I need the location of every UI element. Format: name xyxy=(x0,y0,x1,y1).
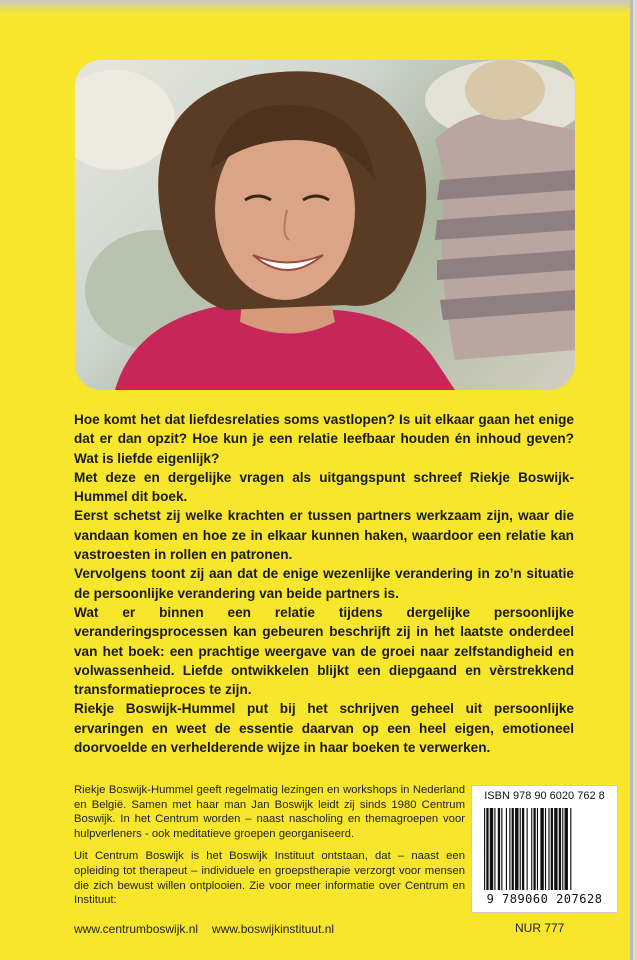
bio-paragraph: Riekje Boswijk-Hummel geeft regelmatig lezingen en workshops in Nederland en België. Samen met haar man Jan Boswijk leidt zij sinds 1980 Centrum Boswijk. In het Centrum worden – naast nascholing en themagroepen voor hulpverleners - ook meditatieve groepen georganiseerd. xyxy=(74,784,465,840)
barcode xyxy=(482,808,607,890)
author-portrait-illustration xyxy=(75,60,575,390)
isbn-label: ISBN 978 90 6020 762 8 xyxy=(484,790,605,802)
barcode-digits: 9 789060 207628 xyxy=(486,892,603,906)
bio-paragraph: Uit Centrum Boswijk is het Boswijk Instituut ontstaan, dat – naast een opleiding tot therapeut – individuele en groepstherapie verzorgt voor mensen die zich bewust willen ontplooien. Zie voor meer informatie over Centrum en Instituut: xyxy=(74,850,465,907)
blurb-paragraph: Eerst schetst zij welke krachten er tussen partners werkzaam zijn, waar die vandaan komen en hoe ze in elkaar kunnen haken, waardoor een relatie kan vastroesten in rollen en patronen. xyxy=(74,508,574,563)
blurb-paragraph: Riekje Boswijk-Hummel put bij het schrijven geheel uit persoonlijke ervaringen en weet de essentie daarvan op een heel eigen, emotioneel doorvoelde en verhelderende wijze in haar boeken te verwerken. xyxy=(74,701,574,756)
centrum-website-link[interactable]: www.centrumboswijk.nl xyxy=(74,922,199,936)
blurb-paragraph: Vervolgens toont zij aan dat de enige wezenlijke verandering in zo’n situatie de persoonlijke verandering van beide partners is. xyxy=(74,566,574,601)
blurb-paragraph: Met deze en dergelijke vragen als uitgangspunt schreef Riekje Boswijk-Hummel dit boek. xyxy=(74,469,574,505)
instituut-website-link[interactable]: www.boswijkinstituut.nl xyxy=(212,922,335,936)
nur-code: NUR 777 xyxy=(515,921,565,935)
blurb-paragraph: Wat er binnen een relatie tijdens dergelijke persoonlijke veranderingsprocessen kan gebeuren beschrijft zij in het laatste onderdeel van het boek: een prachtige weergave van de groei naar zelfstandigheid en volwassenheid. Liefde ontwikkelen blijkt een diepgaand en vèrstrekkend transformatieproces te zijn. xyxy=(74,604,574,698)
isbn-barcode-box xyxy=(471,785,618,913)
author-bio xyxy=(74,783,465,916)
blurb-paragraph: Hoe komt het dat liefdesrelaties soms vastlopen? Is uit elkaar gaan het enige dat er dan opzit? Hoe kun je een relatie leefbaar houden én inhoud geven? Wat is liefde eigenlijk? xyxy=(74,412,574,466)
back-cover-blurb xyxy=(74,410,574,757)
website-links xyxy=(74,922,474,936)
author-photo xyxy=(75,60,575,390)
